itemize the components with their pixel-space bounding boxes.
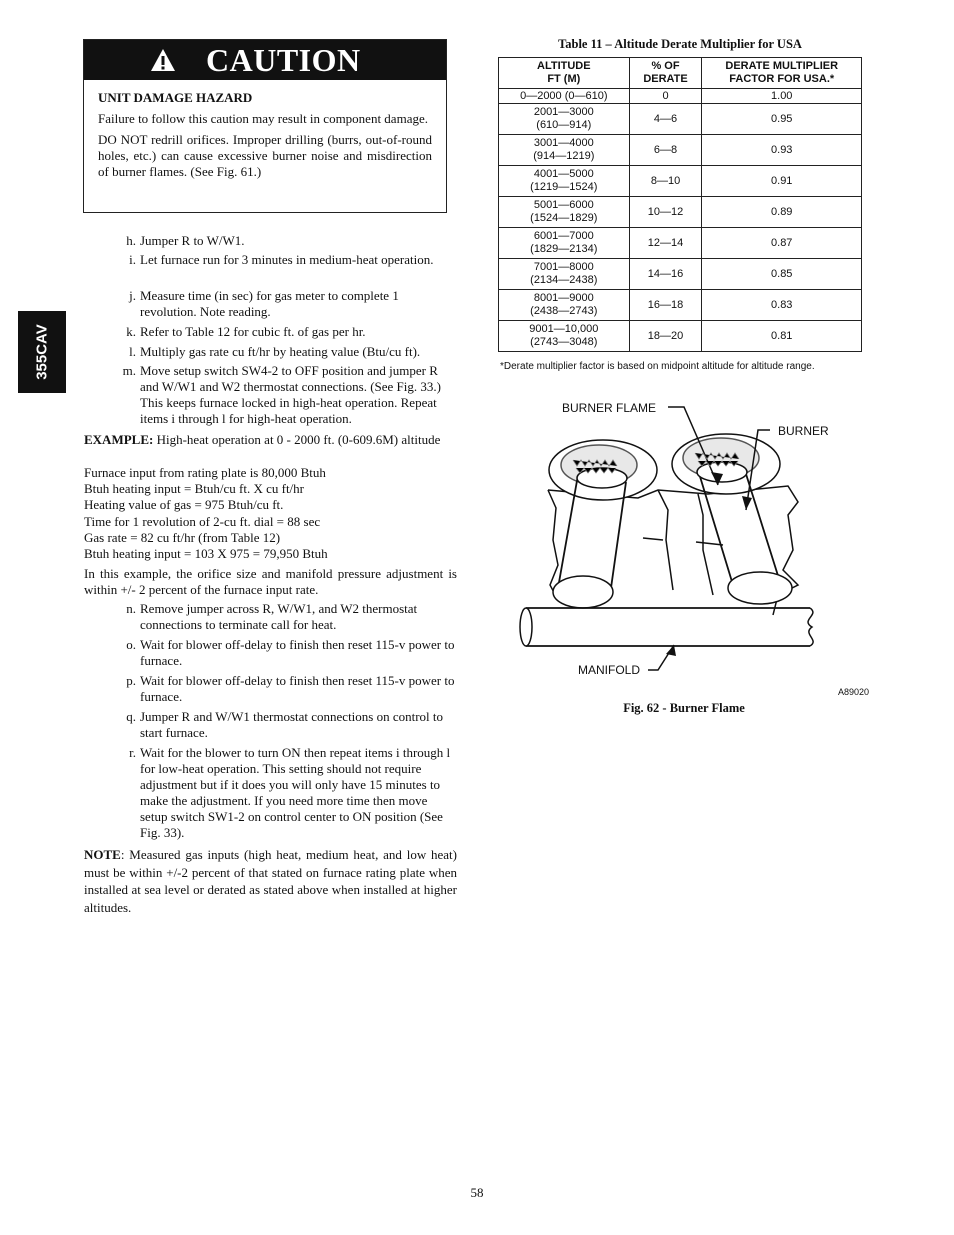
derate-cell: 16—18 (629, 290, 702, 321)
label-burner-flame: BURNER FLAME (562, 401, 657, 415)
altitude-cell: 6001—7000 (1829—2134) (499, 228, 630, 259)
factor-cell: 0.83 (702, 290, 862, 321)
step-label: q. (126, 709, 136, 724)
column-header: % OF DERATE (629, 58, 702, 89)
altitude-cell: 5001—6000 (1524—1829) (499, 197, 630, 228)
page-number: 58 (470, 1185, 484, 1200)
step-text: Measure time (in sec) for gas meter to complete 1 revolution. Note reading. (140, 288, 399, 319)
caution-hazard-heading: UNIT DAMAGE HAZARD (98, 90, 253, 105)
step-text: Wait for the blower to turn ON then repeat items i through l for low-heat operation. This setting should not require adjustment but if it does you will only have 15 minutes to make the adjustment. If you need more time then move setup switch SW1-2 on control center to ON position (See Fig. 33). (140, 745, 451, 840)
derate-cell: 8—10 (629, 166, 702, 197)
example-summary: In this example, the orifice size and manifold pressure adjustment is within +/- 2 percent of the furnace input rate. (84, 566, 457, 597)
factor-cell: 0.81 (702, 321, 862, 352)
step-label: h. (126, 233, 136, 248)
note-text: : Measured gas inputs (high heat, medium heat, and low heat) must be within +/-2 percent of that stated on furnace rating plate when installed at sea level or derated as stated above when installed at higher altitudes. (84, 847, 457, 915)
list-item (112, 288, 457, 320)
list-item (112, 252, 457, 268)
step-label: r. (129, 745, 136, 760)
step-label: k. (126, 324, 136, 339)
example-label: EXAMPLE: (84, 432, 154, 447)
table-row (499, 228, 862, 259)
derate-cell: 14—16 (629, 259, 702, 290)
list-item (112, 601, 457, 633)
figure-code: A89020 (838, 687, 870, 697)
table-row (499, 104, 862, 135)
list-item (112, 709, 457, 741)
example-line: Gas rate = 82 cu ft/hr (from Table 12) (84, 530, 281, 545)
step-label: n. (126, 601, 136, 616)
note-paragraph (84, 846, 457, 916)
altitude-cell: 8001—9000 (2438—2743) (499, 290, 630, 321)
altitude-cell: 3001—4000 (914—1219) (499, 135, 630, 166)
factor-cell: 0.93 (702, 135, 862, 166)
example-paragraph (84, 432, 457, 448)
step-label: p. (126, 673, 136, 688)
derate-table (498, 57, 862, 352)
altitude-cell: 4001—5000 (1219—1524) (499, 166, 630, 197)
factor-cell: 0.95 (702, 104, 862, 135)
caution-header (84, 40, 446, 80)
column-header: ALTITUDE FT (M) (499, 58, 630, 89)
derate-cell: 6—8 (629, 135, 702, 166)
step-text: Remove jumper across R, W/W1, and W2 thermostat connections to terminate call for heat. (140, 601, 418, 632)
derate-cell: 4—6 (629, 104, 702, 135)
derate-cell: 12—14 (629, 228, 702, 259)
column-header: DERATE MULTIPLIER FACTOR FOR USA.* (702, 58, 862, 89)
table-row (499, 197, 862, 228)
example-line: Btuh heating input = Btuh/cu ft. X cu ft/hr (84, 481, 304, 496)
derate-cell: 18—20 (629, 321, 702, 352)
list-item (112, 637, 457, 669)
altitude-cell: 2001—3000 (610—914) (499, 104, 630, 135)
list-item (112, 673, 457, 705)
label-burner: BURNER (778, 424, 829, 438)
caution-paragraph: DO NOT redrill orifices. Improper drilling (burrs, out-of-round holes, etc.) can cause excessive burner noise and misdirection of burner flames. (See Fig. 61.) (98, 132, 432, 179)
altitude-cell: 9001—10,000 (2743—3048) (499, 321, 630, 352)
derate-cell: 0 (629, 89, 702, 104)
factor-cell: 0.91 (702, 166, 862, 197)
list-item (112, 745, 457, 841)
table-row (499, 89, 862, 104)
table-caption: Table 11 – Altitude Derate Multiplier for USA (558, 37, 802, 51)
step-label: o. (126, 637, 136, 652)
example-line: Heating value of gas = 975 Btuh/cu ft. (84, 497, 284, 512)
table-row (499, 135, 862, 166)
table-footnote: *Derate multiplier factor is based on midpoint altitude for altitude range. (500, 361, 815, 372)
step-text: Jumper R to W/W1. (140, 233, 245, 248)
step-label: j. (129, 288, 136, 303)
example-line: Time for 1 revolution of 2-cu ft. dial = 88 sec (84, 514, 321, 529)
step-text: Jumper R and W/W1 thermostat connections on control to start furnace. (140, 709, 444, 740)
list-item (112, 363, 457, 427)
note-label: NOTE (84, 847, 121, 862)
step-text: Move setup switch SW4-2 to OFF position and jumper R and W/W1 and W2 thermostat connections. (See Fig. 33.) This keeps furnace locked in high-heat operation. Repeat items i through l for high-heat operation. (140, 363, 441, 426)
factor-cell: 0.85 (702, 259, 862, 290)
factor-cell: 0.89 (702, 197, 862, 228)
step-text: Wait for blower off-delay to finish then reset 115-v power to furnace. (140, 673, 455, 704)
caution-title: CAUTION (206, 41, 361, 78)
caution-paragraph: Failure to follow this caution may result in component damage. (98, 111, 428, 126)
step-text: Multiply gas rate cu ft/hr by heating value (Btu/cu ft). (140, 344, 421, 359)
step-text: Let furnace run for 3 minutes in medium-heat operation. (140, 252, 434, 267)
list-item (112, 324, 457, 340)
figure-caption: Fig. 62 - Burner Flame (623, 701, 745, 715)
table-row (499, 166, 862, 197)
altitude-cell: 7001—8000 (2134—2438) (499, 259, 630, 290)
label-manifold: MANIFOLD (578, 663, 641, 677)
factor-cell: 0.87 (702, 228, 862, 259)
table-row (499, 290, 862, 321)
step-label: l. (129, 344, 136, 359)
step-label: i. (129, 252, 136, 267)
altitude-cell: 0—2000 (0—610) (499, 89, 630, 104)
example-text: High-heat operation at 0 - 2000 ft. (0-609.6M) altitude (153, 432, 441, 447)
side-tab-label: 355CAV (33, 324, 51, 380)
example-line: Btuh heating input = 103 X 975 = 79,950 Btuh (84, 546, 328, 561)
derate-cell: 10—12 (629, 197, 702, 228)
list-item (112, 344, 457, 360)
example-line: Furnace input from rating plate is 80,000 Btuh (84, 465, 326, 480)
step-text: Refer to Table 12 for cubic ft. of gas per hr. (140, 324, 366, 339)
caution-box (83, 39, 447, 213)
step-label: m. (122, 363, 136, 378)
warning-icon (150, 48, 176, 72)
factor-cell: 1.00 (702, 89, 862, 104)
burner-figure (498, 390, 878, 697)
table-row (499, 321, 862, 352)
table-row (499, 259, 862, 290)
step-text: Wait for blower off-delay to finish then reset 115-v power to furnace. (140, 637, 455, 668)
list-item (112, 233, 457, 249)
side-tab (18, 311, 66, 393)
